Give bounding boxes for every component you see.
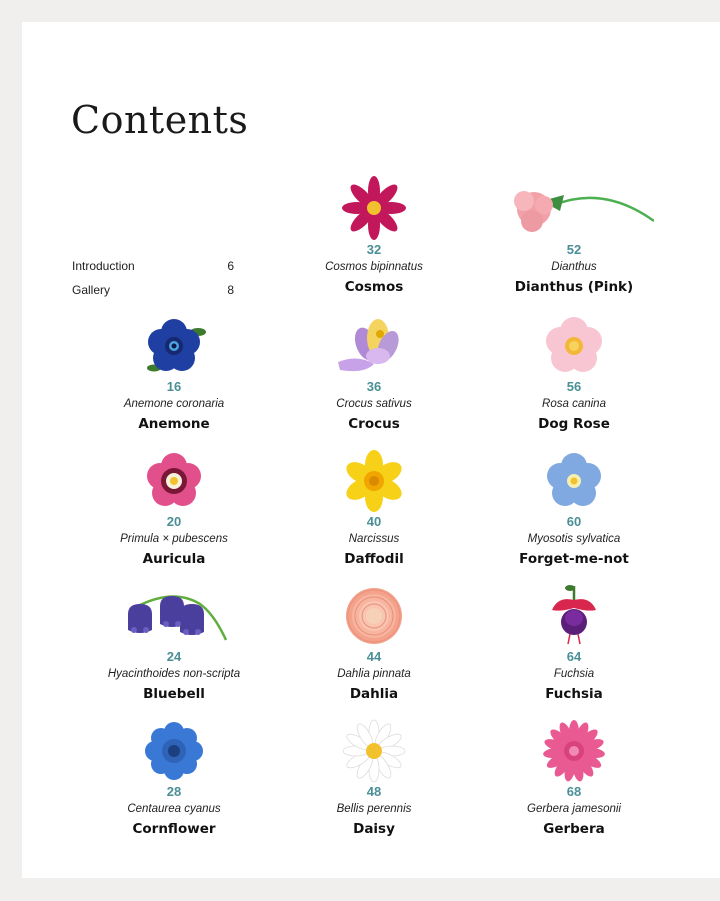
toc-item-cosmos[interactable] <box>284 175 464 296</box>
common-name: Cornflower <box>132 821 216 837</box>
latin-name: Centaurea cyanus <box>127 803 221 815</box>
latin-name: Fuchsia <box>553 668 595 680</box>
common-name: Dog Rose <box>538 416 610 432</box>
common-name: Bluebell <box>143 686 205 702</box>
page-number: 28 <box>166 784 182 799</box>
toc-item-dog-rose[interactable] <box>484 314 664 433</box>
page-number: 68 <box>566 784 582 799</box>
page-number: 56 <box>566 379 582 394</box>
page-number: 24 <box>166 649 182 664</box>
latin-name: Gerbera jamesonii <box>527 803 621 815</box>
page-number: 64 <box>566 649 582 664</box>
toc-label: Gallery <box>72 283 111 297</box>
latin-name: Rosa canina <box>542 398 606 410</box>
common-name: Dahlia <box>349 686 399 702</box>
latin-name: Dianthus <box>551 261 597 273</box>
dianthus-icon <box>494 175 654 241</box>
daisy-icon <box>337 719 411 783</box>
toc-item-daisy[interactable] <box>284 719 464 838</box>
gerbera-icon <box>539 719 609 783</box>
latin-name: Anemone coronaria <box>123 398 225 410</box>
page-title: Contents <box>71 98 249 142</box>
common-name: Daffodil <box>344 551 404 567</box>
page-number: 40 <box>366 514 382 529</box>
page-number: 20 <box>166 514 182 529</box>
dog-rose-icon <box>539 314 609 378</box>
toc-item-dianthus[interactable] <box>484 175 664 296</box>
toc-item-dahlia[interactable] <box>284 584 464 703</box>
common-name: Auricula <box>142 551 206 567</box>
latin-name: Crocus sativus <box>336 398 412 410</box>
toc-item-gerbera[interactable] <box>484 719 664 838</box>
dahlia-icon <box>339 584 409 648</box>
page-number: 44 <box>366 649 382 664</box>
common-name: Dianthus (Pink) <box>514 279 634 295</box>
toc-item-crocus[interactable] <box>284 314 464 433</box>
toc-label: Introduction <box>72 259 135 273</box>
toc-item-anemone[interactable] <box>84 314 264 433</box>
latin-name: Hyacinthoides non-scripta <box>107 668 241 680</box>
page-number: 36 <box>366 379 382 394</box>
common-name: Forget-me-not <box>519 551 629 567</box>
toc-item-fuchsia[interactable] <box>484 584 664 703</box>
toc-page: 6 <box>227 259 234 273</box>
daffodil-icon <box>339 449 409 513</box>
toc-row-gallery[interactable] <box>72 283 234 297</box>
latin-name: Dahlia pinnata <box>337 668 411 680</box>
common-name: Gerbera <box>543 821 605 837</box>
latin-name: Myosotis sylvatica <box>527 533 621 545</box>
page-number: 32 <box>366 242 382 257</box>
latin-name: Primula × pubescens <box>120 533 228 545</box>
toc-item-daffodil[interactable] <box>284 449 464 568</box>
toc-row-introduction[interactable] <box>72 259 234 273</box>
page-number: 16 <box>166 379 182 394</box>
common-name: Crocus <box>348 416 400 432</box>
latin-name: Bellis perennis <box>336 803 412 815</box>
common-name: Fuchsia <box>545 686 603 702</box>
cosmos-icon <box>339 175 409 241</box>
page-number: 52 <box>566 242 582 257</box>
forget-me-not-icon <box>539 449 609 513</box>
page-number: 60 <box>566 514 582 529</box>
toc-item-cornflower[interactable] <box>84 719 264 838</box>
toc-item-forget-me-not[interactable] <box>484 449 664 568</box>
fuchsia-icon <box>539 584 609 648</box>
toc-item-auricula[interactable] <box>84 449 264 568</box>
bluebell-icon <box>114 584 234 648</box>
anemone-icon <box>139 314 209 378</box>
common-name: Daisy <box>353 821 395 837</box>
latin-name: Narcissus <box>348 533 400 545</box>
toc-item-bluebell[interactable] <box>84 584 264 703</box>
cornflower-icon <box>139 719 209 783</box>
auricula-icon <box>139 449 209 513</box>
crocus-icon <box>334 314 414 378</box>
common-name: Cosmos <box>344 279 404 295</box>
latin-name: Cosmos bipinnatus <box>325 261 423 273</box>
toc-page: 8 <box>227 283 234 297</box>
common-name: Anemone <box>138 416 210 432</box>
page-number: 48 <box>366 784 382 799</box>
